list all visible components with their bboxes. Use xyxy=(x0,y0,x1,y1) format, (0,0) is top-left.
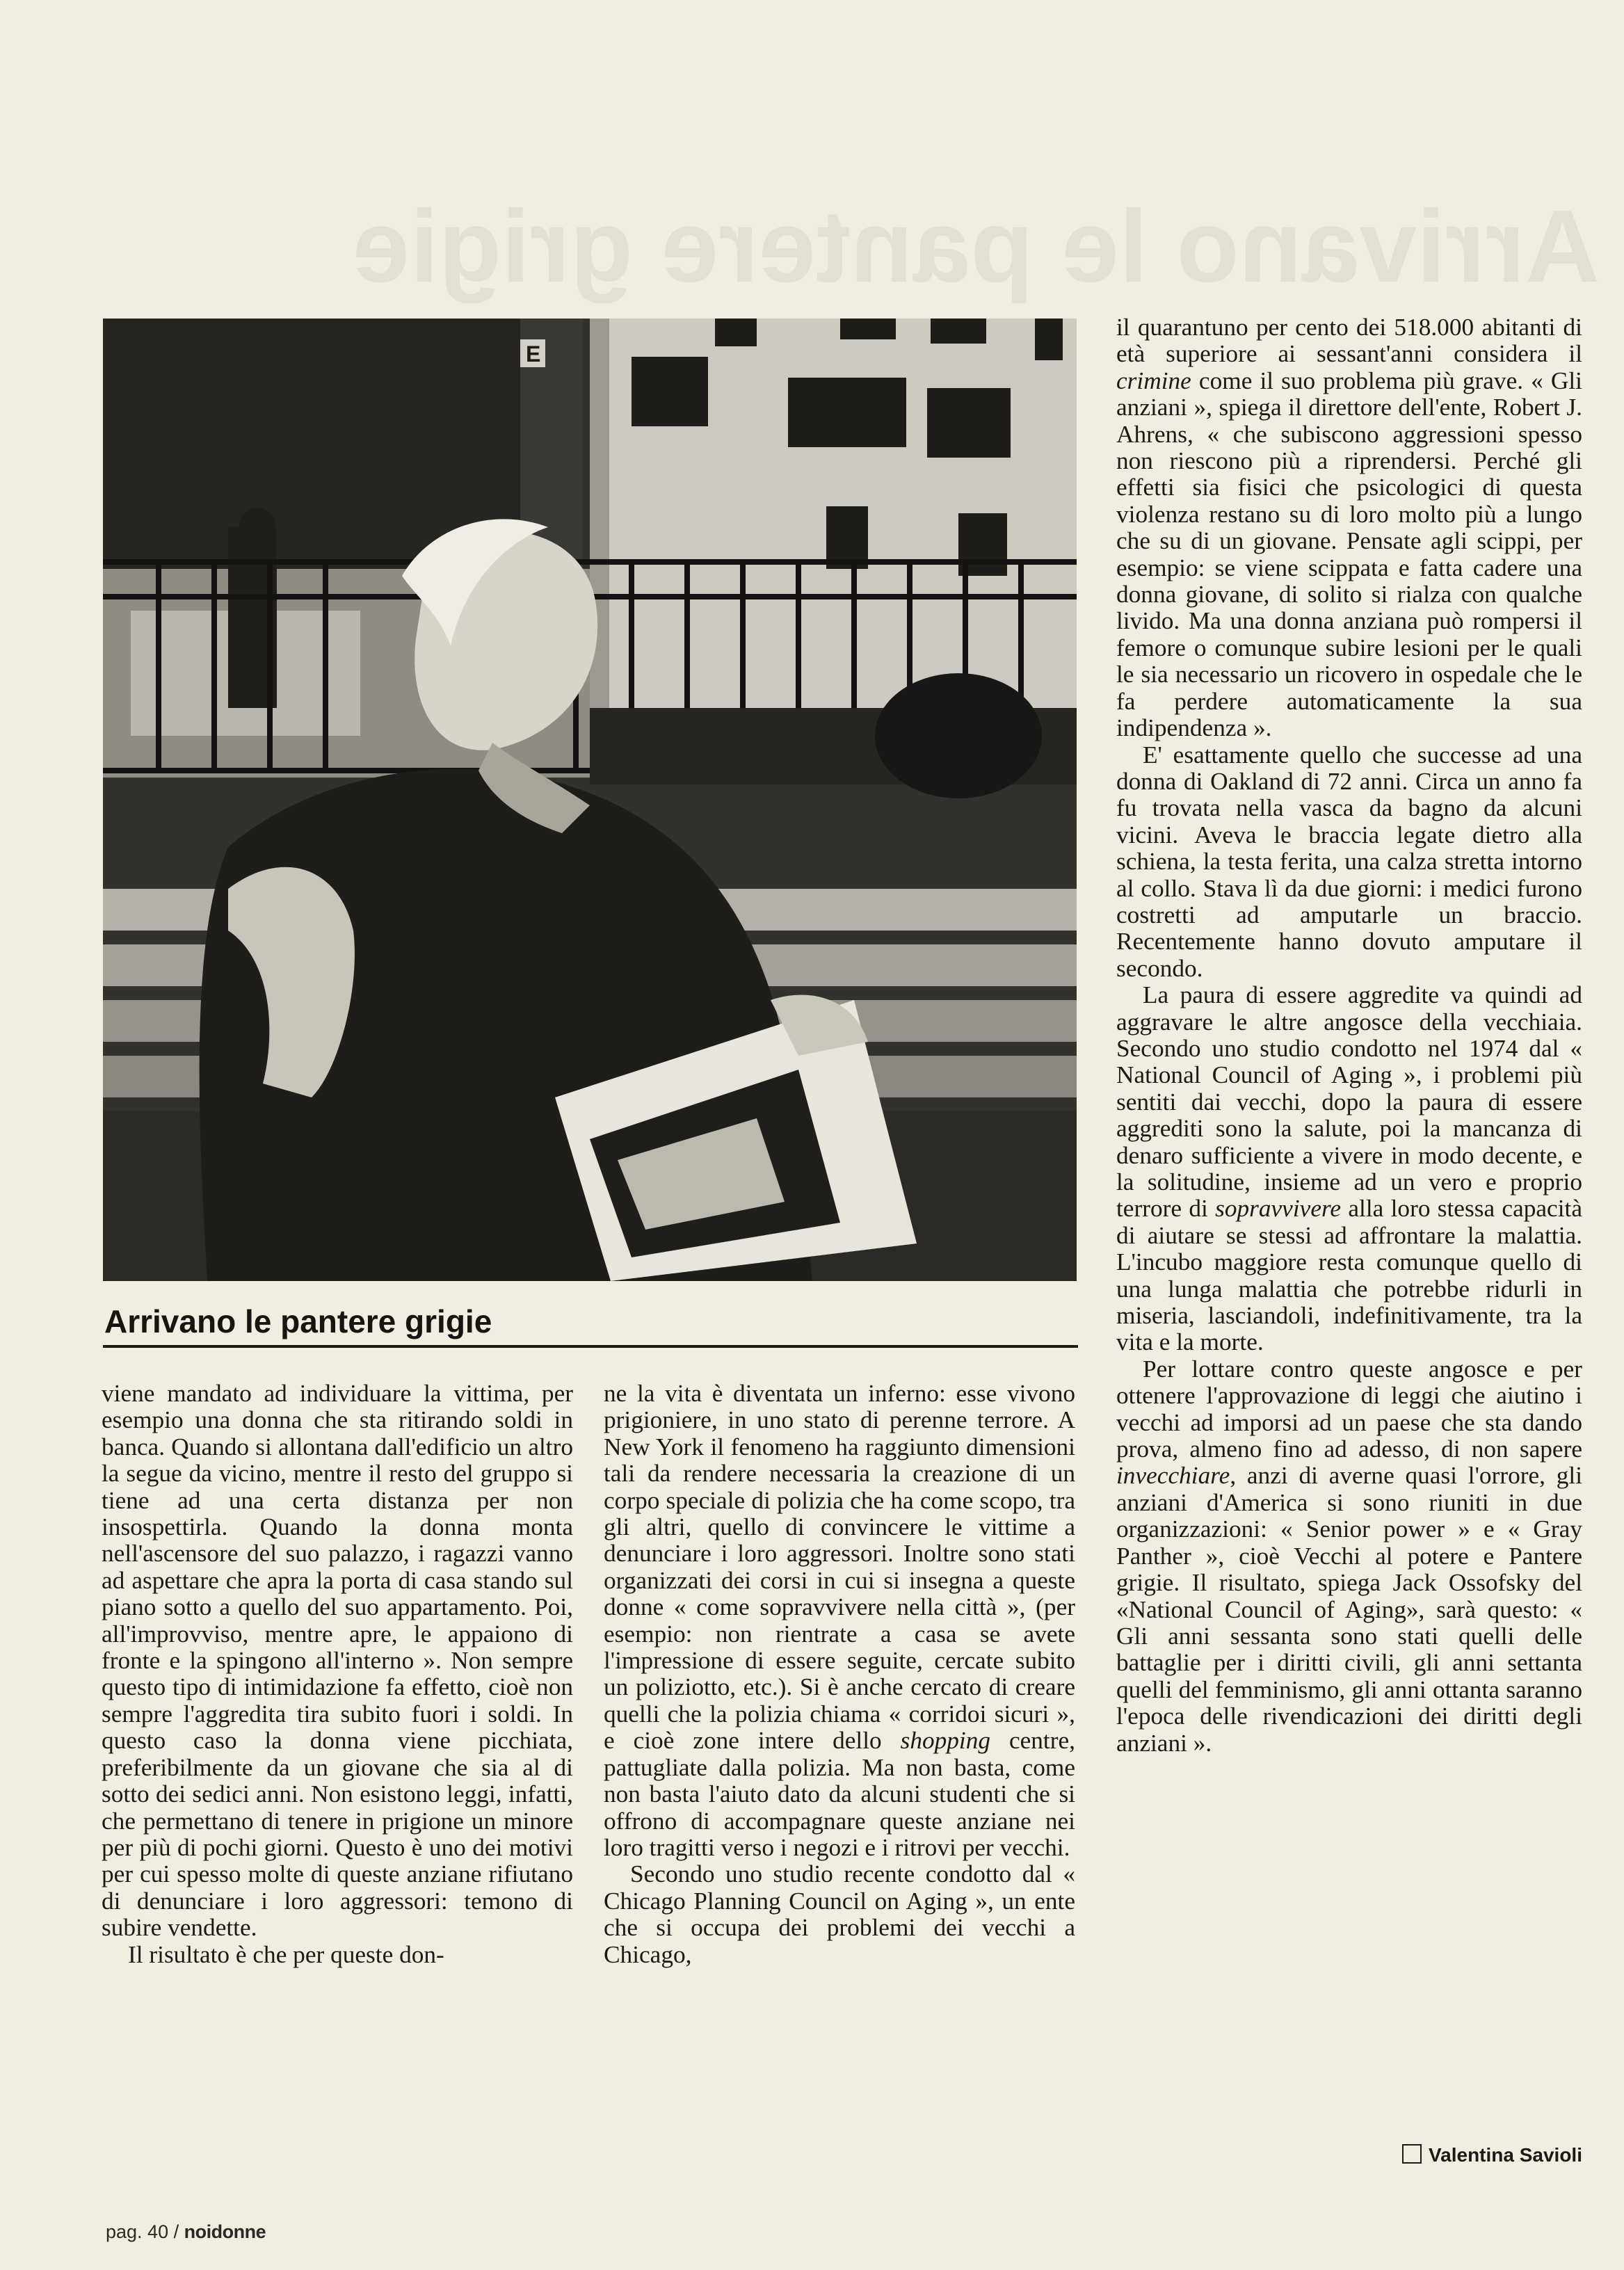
italic-term: invecchiare xyxy=(1116,1462,1230,1490)
author-byline xyxy=(1353,2141,1582,2170)
italic-term: sopravvivere xyxy=(1215,1195,1342,1223)
photo-elderly-woman-on-bench xyxy=(103,319,1077,1281)
author-name: Valentina Savioli xyxy=(1429,2144,1582,2166)
article-column-1 xyxy=(102,1380,573,2166)
text-run: , anzi di averne quasi l'orrore, gli anziani d'America si sono riuniti in due organizzazioni: « Senior power » e « Gray Panther », cioè Vecchi al potere e Pantere grigie. Il risultato, spiega Jack Ossofsky del «National Council of Aging», sarà questo: « Gli anni sessanta sono stati quelli delle battaglie per i diritti civili, gli anni settanta quelli del femminismo, gli anni ottanta saranno l'epoca delle rivendicazioni dei diritti degli anziani ». xyxy=(1116,1462,1582,1757)
bleed-through-headline: Arrivano le pantere grigie xyxy=(353,189,1600,304)
article-column-2 xyxy=(604,1380,1075,2166)
paragraph xyxy=(1116,1356,1582,1757)
page-footer xyxy=(106,2217,523,2246)
italic-term: crimine xyxy=(1116,367,1191,394)
paragraph: E' esattamente quello che successe ad una donna di Oakland di 72 anni. Circa un anno fa fu trovata nella vasca da bagno da alcuni vicini. Aveva le braccia legate dietro alla schiena, la testa ferita, una calza stretta intorno al collo. Stava lì da due giorni: i medici furono costretti ad amputarle un braccio. Recentemente hanno dovuto amputare il secondo. xyxy=(1116,741,1582,982)
paragraph: Secondo uno studio recente condotto dal « Chicago Planning Council on Aging », un ente che si occupa dei problemi dei vecchi a Chicago, xyxy=(604,1860,1075,1968)
building-sign-letter: E xyxy=(526,341,541,367)
paragraph xyxy=(1116,314,1582,742)
text-run: il quarantuno per cento dei 518.000 abitanti di età superiore ai sessant'anni considera il xyxy=(1116,314,1582,368)
magazine-name: noidonne xyxy=(184,2221,266,2242)
text-run: Per lottare contro queste angosce e per ottenere l'approvazione di leggi che aiutino i vecchi ad imporsi ad un paese che sta dando prova, almeno fino ad adesso, di non sapere xyxy=(1116,1355,1582,1463)
page-number: pag. 40 / xyxy=(106,2221,179,2242)
text-run: centre, pattugliate dalla polizia. Ma non basta, come non basta l'aiuto dato da alcuni studenti che si offrono di accompagnare queste anziane nei loro tragitti verso i negozi e i ritrovi per vecchi. xyxy=(604,1727,1075,1861)
article-headline: Arrivano le pantere grigie xyxy=(104,1303,492,1339)
text-run: alla loro stessa capacità di aiutare se stessi ad affrontare la malattia. L'incubo maggiore resta comunque quello di una lunga malattia che potrebbe ridurli in miseria, lasciandoli, indefinitivamente, tra la vita e la morte. xyxy=(1116,1195,1582,1356)
text-run: ne la vita è diventata un inferno: esse vivono prigioniere, in uno stato di perenne terrore. A New York il fenomeno ha raggiunto dimensioni tali da rendere necessaria la creazione di un corpo speciale di polizia che ha come scopo, tra gli altri, quello di convincere le vittime a denunciare i loro aggressori. Inoltre sono stati organizzati dei corsi in cui si insegna a queste donne « come sopravvivere nella città », (per esempio: non rientrate a casa se avete l'impressione di essere seguite, cercate subito un poliziotto, etc.). Si è anche cercato di creare quelli che la polizia chiama « corridoi sicuri », e cioè zone intere dello xyxy=(604,1380,1075,1755)
italic-term: shopping xyxy=(900,1727,991,1755)
paragraph xyxy=(604,1380,1075,1861)
end-mark-icon xyxy=(1402,2144,1422,2164)
paragraph: Il risultato è che per queste don- xyxy=(128,1940,444,1968)
photo-building-right xyxy=(590,319,1077,708)
text-run: come il suo problema più grave. « Gli anziani », spiega il direttore dell'ente, Robert J. Ahrens, « che subiscono aggressioni spesso non riescono più a riprendersi. Perché gli effetti sia fisici che psicologici di questa violenza restano su di loro molto più a lungo che su di un giovane. Pensate agli scippi, per esempio: se viene scippata e fatta cadere una donna giovane, di solito si rialza con qualche livido. Ma una donna anziana può rompersi il femore o comunque subire lesioni per le quali le sia necessario un ricovero in ospedale che le fa perdere automaticamente la sua indipendenza ». xyxy=(1116,367,1582,742)
paragraph: viene mandato ad individuare la vittima, per esempio una donna che sta ritirando soldi in banca. Quando si allontana dall'edificio un altro la segue da vicino, mentre il resto del gruppo si tiene ad una certa distanza per non insospettirla. Quando la donna monta nell'ascensore del suo palazzo, i ragazzi vanno ad aspettare che apra la porta di casa stando sul piano sotto a quello del suo appartamento. Poi, all'improvviso, mentre apre, le appaiono di fronte e la spingono all'interno ». Non sempre questo tipo di intimidazione fa effetto, cioè non sempre l'aggredita tira subito fuori i soldi. In questo caso la donna viene picchiata, preferibilmente da un giovane che sia al di sotto dei sedici anni. Non esistono leggi, infatti, che permettano di tenere in prigione un minore per più di pochi giorni. Questo è uno dei motivi per cui spesso molte di queste anziane rifiutano di denunciare i loro aggressori: temono di subire vendette. xyxy=(102,1380,573,1942)
article-column-3 xyxy=(1116,314,1582,2157)
paragraph xyxy=(1116,982,1582,1356)
text-run: La paura di essere aggredite va quindi ad aggravare le altre angosce della vecchiaia. Secondo uno studio condotto nel 1974 dal « National Council of Aging », i problemi più sentiti dai vecchi, dopo la paura di essere aggrediti sono la salute, poi la mancanza di denaro sufficiente a vivere in modo decente, e la solitudine, insieme ad un vero e proprio terrore di xyxy=(1116,981,1582,1223)
headline-rule xyxy=(103,1345,1078,1348)
